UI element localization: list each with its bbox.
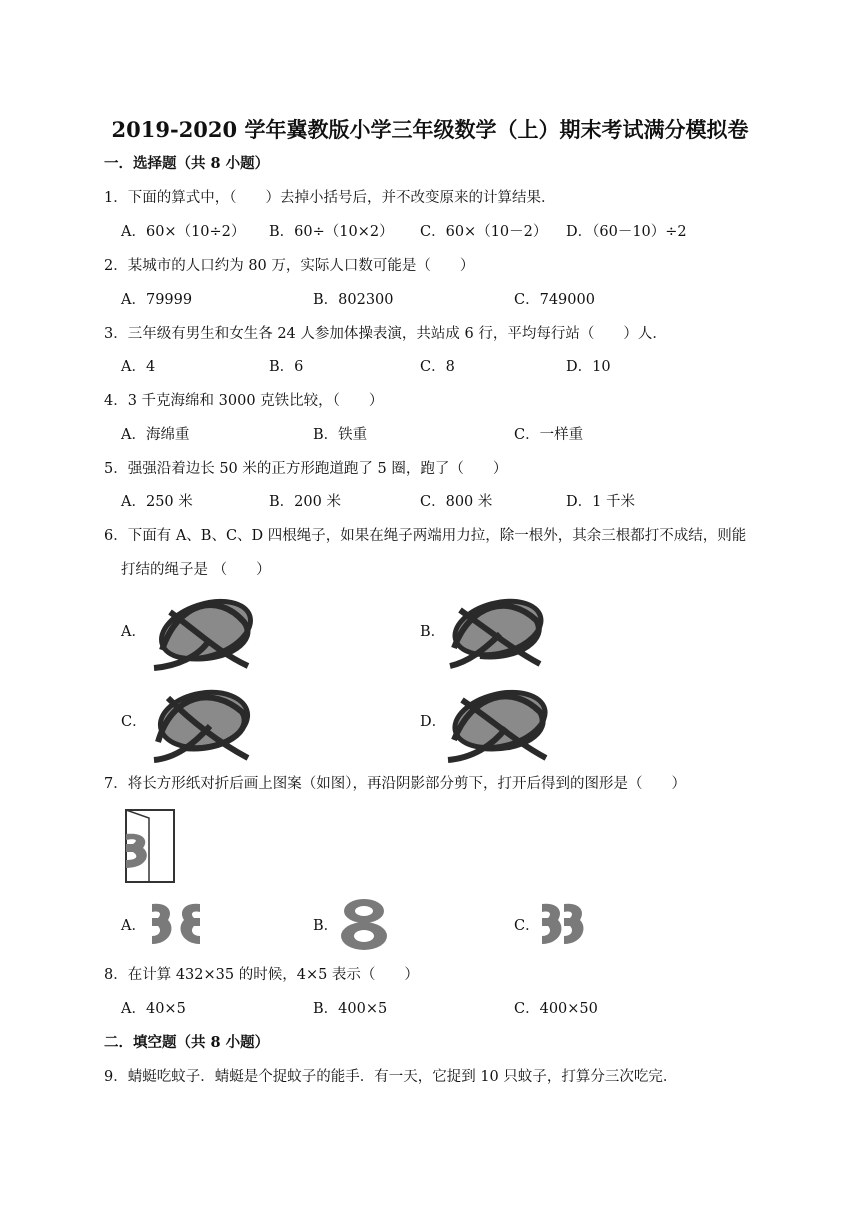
question-4-option-c: C．一样重: [514, 427, 584, 443]
question-5-option-d: D．1 千米: [566, 494, 635, 510]
question-2-option-a: A．79999: [121, 292, 193, 308]
cut-shape-a-image: [148, 898, 204, 950]
page-title: 2019-2020 学年冀教版小学三年级数学（上）期末考试满分模拟卷: [111, 117, 749, 142]
question-8-option-a: A．40×5: [121, 1001, 186, 1017]
question-1-option-c: C．60×（10－2）: [420, 224, 548, 240]
cut-shape-b-image: [336, 896, 392, 952]
cut-shape-c-image: [540, 898, 592, 950]
section-heading-fill-blank: 二．填空题（共 8 小题）: [104, 1034, 270, 1051]
knot-rope-a-image: [148, 592, 260, 672]
knot-rope-b-image: [442, 592, 550, 672]
question-6-option-a-label: A．: [121, 624, 146, 640]
folded-paper-image: [123, 806, 179, 884]
question-3-option-d: D．10: [566, 359, 611, 375]
question-9-stem: 9．蜻蜓吃蚊子．蜻蜓是个捉蚊子的能手．有一天，它捉到 10 只蚊子，打算分三次吃完．: [104, 1069, 678, 1085]
question-3-stem: 3．三年级有男生和女生各 24 人参加体操表演，共站成 6 行，平均每行站（ ）人．: [104, 326, 667, 342]
question-5-stem: 5．强强沿着边长 50 米的正方形跑道跑了 5 圈，跑了（ ）: [104, 461, 508, 477]
question-3-option-a: A．4: [121, 359, 156, 375]
question-1-option-d: D．（60－10）÷2: [566, 224, 687, 240]
question-2-option-c: C．749000: [514, 292, 595, 308]
question-8-stem: 8．在计算 432×35 的时候，4×5 表示（ ）: [104, 967, 419, 983]
question-5-option-a: A．250 米: [121, 494, 193, 510]
question-2-option-b: B．802300: [313, 292, 394, 308]
question-5-option-c: C．800 米: [420, 494, 493, 510]
section-heading-choice: 一．选择题（共 8 小题）: [104, 155, 270, 172]
knot-rope-d-image: [442, 682, 554, 764]
question-6-stem-line-1: 6．下面有 A、B、C、D 四根绳子，如果在绳子两端用力拉，除一根外，其余三根都打不成结，则能: [104, 528, 747, 544]
question-7-option-b-label: B．: [313, 918, 339, 934]
question-4-option-b: B．铁重: [313, 427, 368, 443]
question-6-stem-line-2: 打结的绳子是 （ ）: [121, 562, 271, 578]
question-4-stem: 4．3 千克海绵和 3000 克铁比较，（ ）: [104, 393, 384, 409]
knot-rope-c-image: [148, 682, 256, 764]
question-8-option-b: B．400×5: [313, 1001, 388, 1017]
question-2-stem: 2．某城市的人口约为 80 万，实际人口数可能是（ ）: [104, 258, 475, 274]
question-1-option-a: A．60×（10÷2）: [121, 224, 246, 240]
question-6-option-b-label: B．: [420, 624, 446, 640]
question-3-option-c: C．8: [420, 359, 455, 375]
question-5-option-b: B．200 米: [269, 494, 341, 510]
question-1-option-b: B．60÷（10×2）: [269, 224, 394, 240]
question-7-option-a-label: A．: [121, 918, 146, 934]
question-7-option-c-label: C．: [514, 918, 540, 934]
question-4-option-a: A．海绵重: [121, 427, 190, 443]
question-3-option-b: B．6: [269, 359, 304, 375]
question-8-option-c: C．400×50: [514, 1001, 598, 1017]
question-1-stem: 1．下面的算式中，（ ）去掉小括号后，并不改变原来的计算结果．: [104, 190, 556, 206]
question-7-stem: 7．将长方形纸对折后画上图案（如图），再沿阴影部分剪下，打开后得到的图形是（ ）: [104, 776, 686, 792]
question-6-option-c-label: C．: [121, 714, 147, 730]
question-6-option-d-label: D．: [420, 714, 447, 730]
